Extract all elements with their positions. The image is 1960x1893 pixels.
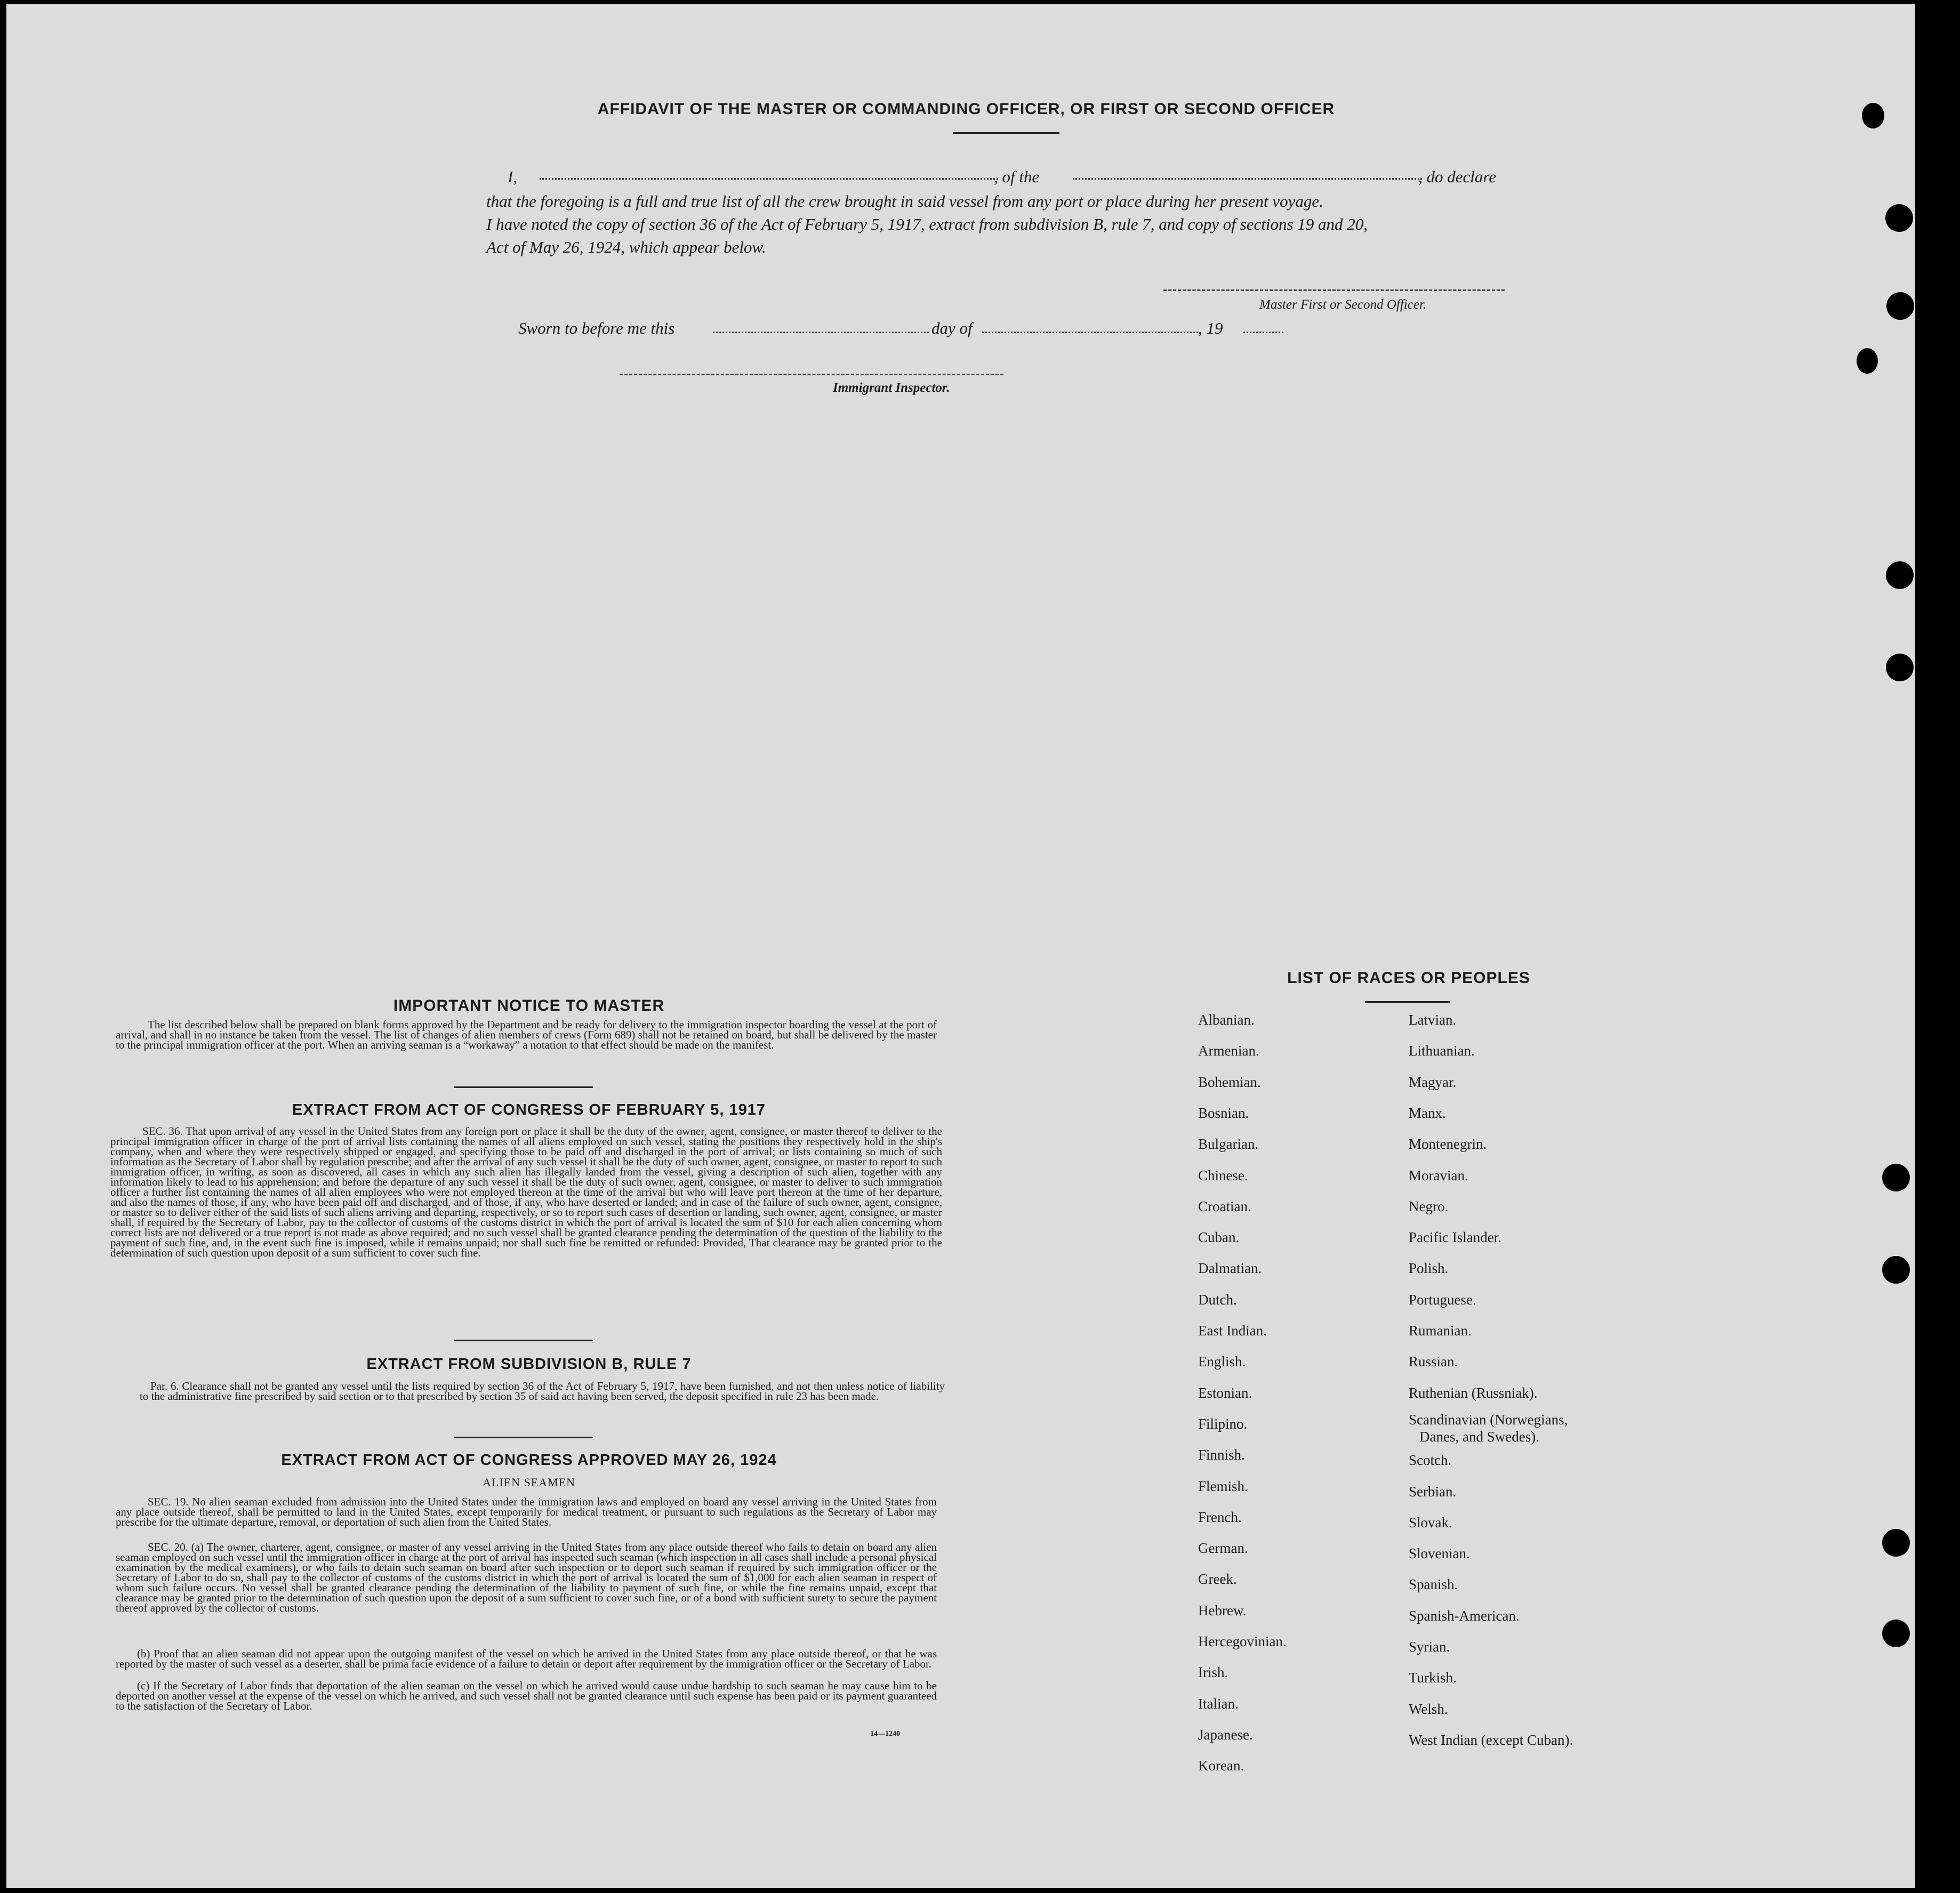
race-item: Bulgarian. — [1198, 1136, 1259, 1153]
binder-hole — [1882, 1529, 1910, 1557]
vessel-name-field[interactable] — [1073, 178, 1422, 180]
race-item: Estonian. — [1198, 1384, 1252, 1401]
day-of-label: day of — [931, 319, 973, 337]
alien-seamen-subtitle: ALIEN SEAMEN — [483, 1476, 575, 1489]
extract-1924-title: EXTRACT FROM ACT OF CONGRESS APPROVED MAY 26, 1924 — [281, 1452, 777, 1469]
race-item: English. — [1198, 1354, 1246, 1370]
notice-title: IMPORTANT NOTICE TO MASTER — [393, 997, 665, 1014]
race-item: Finnish. — [1198, 1447, 1245, 1463]
sec-19-text: SEC. 19. No alien seaman excluded from admission into the United States under the immigration laws and employed on board any vessel arriving in the United States from any place outside thereof, shall be permitted to land in the United States, except temporarily for medical treatment, or pursuant to such regulations as the Secretary of Labor may prescribe for the ultimate departure, removal, or deportation of such alien from the United States. — [116, 1495, 937, 1528]
race-item: Rumanian. — [1409, 1323, 1472, 1339]
binder-hole — [1882, 1620, 1910, 1647]
notice-text: The list described below shall be prepared on blank forms approved by the Department and be ready for delivery to the immigration inspector boarding the vessel at the port of arrival, and shall in no instance be taken from the vessel. The list of changes of alien members of crews (Form 689) shall not be retained on board, but shall be delivered by the master to the principal immigration officer at the port. When an arriving seaman is a “workaway” a notation to that effect should be made on the manifest. — [116, 1018, 937, 1051]
race-item: East Indian. — [1198, 1323, 1267, 1339]
race-item: Korean. — [1198, 1758, 1244, 1774]
race-item: Negro. — [1409, 1198, 1449, 1214]
master-signature-field[interactable] — [1163, 289, 1505, 291]
sec-20c-text: (c) If the Secretary of Labor finds that deportation of the alien seaman on the vessel on which he arrived would cause undue hardship to such seaman he may cause him to be deported on another vessel at the expense of the vessel on which he arrived, and such vessel shall not be granted clearance until such expense has been paid or its payment guaranteed to the satisfaction of the Secretary of Labor. — [116, 1679, 937, 1712]
race-item: Montenegrin. — [1409, 1136, 1487, 1153]
master-signature-label: Master First or Second Officer. — [1259, 297, 1427, 312]
binder-hole — [1886, 654, 1914, 681]
race-item: Turkish. — [1409, 1670, 1457, 1686]
race-item: Italian. — [1198, 1695, 1239, 1712]
affidavit-title: AFFIDAVIT OF THE MASTER OR COMMANDING OFFICER, OR FIRST OR SECOND OFFICER — [597, 100, 1335, 118]
of-the-label: , of the — [994, 167, 1040, 186]
race-item: Hebrew. — [1198, 1602, 1247, 1618]
subdivision-divider — [454, 1437, 593, 1438]
race-item: Spanish-American. — [1409, 1607, 1520, 1624]
race-item: Scotch. — [1409, 1452, 1452, 1469]
race-item: Chinese. — [1198, 1167, 1248, 1183]
race-item: Croatian. — [1198, 1198, 1251, 1214]
sworn-month-field[interactable] — [982, 332, 1198, 333]
sworn-year-field[interactable] — [1243, 332, 1283, 333]
race-item: Danes, and Swedes). — [1419, 1428, 1539, 1445]
race-item: Moravian. — [1409, 1167, 1468, 1183]
sworn-day-field[interactable] — [713, 332, 929, 333]
race-item: Pacific Islander. — [1409, 1229, 1501, 1246]
races-left-column — [1198, 1012, 1379, 1785]
race-item: Syrian. — [1409, 1639, 1450, 1655]
race-item: Scandinavian (Norwegians, — [1409, 1411, 1568, 1428]
race-item: Lithuanian. — [1409, 1043, 1475, 1059]
race-item: Serbian. — [1409, 1483, 1457, 1500]
race-item: West Indian (except Cuban). — [1409, 1731, 1573, 1748]
sec-20a-text: SEC. 20. (a) The owner, charterer, agent, consignee, or master of any vessel arriving in the United States from any place outside thereof who fails to detain on board any alien seaman employed on such vessel until the immigration officer in charge at the port of arrival has inspected such seaman (which inspection in all cases shall include a personal physical examination by the medical examiners), or who fails to detain such seaman on board after such inspection or to deport such seaman if required by such immigration officer or the Secretary of Labor to do so, shall pay to the collector of customs of the customs district in which the port of arrival is located the sum of $1,000 for each alien seaman in respect of whom such failure occurs. No vessel shall be granted clearance pending the determination of the liability to payment of such fine, or while the fine remains unpaid, except that clearance may be granted prior to the determination of such question upon the deposit of a sum sufficient to cover such fine, or of a bond with sufficient surety to secure the payment thereof approved by the collector of customs. — [116, 1541, 937, 1614]
declarant-name-field[interactable] — [540, 178, 998, 180]
extract-1917-divider — [454, 1340, 593, 1341]
subdivision-title: EXTRACT FROM SUBDIVISION B, RULE 7 — [366, 1356, 692, 1373]
race-item: Dalmatian. — [1198, 1260, 1262, 1277]
subdivision-text: Par. 6. Clearance shall not be granted any vessel until the lists required by section 36 of the Act of February 5, 1917, have been furnished, and not then unless notice of liability to the administrative fine prescribed by said section or to that prescribed by section 35 of said act having been served, the deposit specified in rule 23 has been made. — [140, 1380, 945, 1403]
sworn-label: Sworn to before me this — [518, 319, 675, 337]
extract-1917-title: EXTRACT FROM ACT OF CONGRESS OF FEBRUARY 5, 1917 — [292, 1101, 766, 1118]
race-item: German. — [1198, 1540, 1248, 1557]
race-item: Magyar. — [1409, 1074, 1457, 1090]
race-item: Armenian. — [1198, 1043, 1259, 1059]
race-item: Slovenian. — [1409, 1545, 1470, 1562]
races-divider — [1365, 1001, 1450, 1003]
form-number: 14—1240 — [870, 1730, 900, 1738]
binder-hole — [1886, 292, 1914, 320]
title-divider — [953, 132, 1059, 134]
race-item: Ruthenian (Russniak). — [1409, 1384, 1538, 1401]
affidavit-i-label: I, — [508, 167, 518, 186]
race-item: Cuban. — [1198, 1229, 1240, 1246]
declaration-line-2: I have noted the copy of section 36 of the Act of February 5, 1917, extract from subdivision B, rule 7, and copy of sections 19 and 20, — [486, 215, 1368, 233]
race-item: Welsh. — [1409, 1701, 1448, 1717]
race-item: Russian. — [1409, 1354, 1458, 1370]
inspector-signature-field[interactable] — [620, 374, 1003, 375]
race-item: Spanish. — [1409, 1576, 1458, 1593]
race-item: Filipino. — [1198, 1415, 1248, 1432]
binder-hole — [1857, 348, 1878, 374]
race-item: Irish. — [1198, 1664, 1228, 1681]
race-item: Bohemian. — [1198, 1074, 1261, 1090]
race-item: French. — [1198, 1509, 1242, 1525]
race-item: Greek. — [1198, 1571, 1237, 1588]
inspector-label: Immigrant Inspector. — [833, 381, 950, 395]
binder-hole — [1882, 1256, 1910, 1284]
race-item: Latvian. — [1409, 1012, 1457, 1028]
race-item: Bosnian. — [1198, 1105, 1249, 1121]
binder-hole — [1882, 1164, 1910, 1191]
race-item: Flemish. — [1198, 1478, 1248, 1494]
do-declare-label: , do declare — [1418, 167, 1497, 186]
race-item: Manx. — [1409, 1105, 1446, 1121]
race-item: Hercegovinian. — [1198, 1633, 1287, 1649]
race-item: Dutch. — [1198, 1291, 1237, 1308]
extract-1917-text: SEC. 36. That upon arrival of any vessel in the United States from any foreign port or place it shall be the duty of the owner, agent, consignee, or master thereof to deliver to the principal immigration officer in charge of the port of arrival lists containing the names of all aliens employed on such vessel, stating the positions they respectively hold in the ship's company, when and where they were respectively shipped or engaged, and specifying those to be paid off and discharged in the port of arrival; or lists containing so much of such information as the Secretary of Labor shall by regulation prescribe; and after the arrival of any such vessel it shall be the duty of such owner, agent, consignee, or master to report to such immigration officer, in writing, as soon as discovered, all cases in which any such alien has illegally landed from the vessel, giving a description of such alien, together with any information likely to lead to his apprehension; and before the departure of any such vessel it shall be the duty of such owner, agent, consignee, or master to deliver to such immigration officer a further list containing the names of all alien employees who were not employed thereon at the time of the arrival but who will leave port thereon at the time of her departure, and also the names of those, if any, who have been paid off and discharged, and of those, if any, who have deserted or landed; and in case of the failure of such owner, agent, consignee, or master so to deliver either of the said lists of such aliens arriving and departing, respectively, or so to report such cases of desertion or landing, such owner, agent, consignee, or master shall, if required by the Secretary of Labor, pay to the collector of customs of the customs district in which the port of arrival is located the sum of $10 for each alien concerning whom correct lists are not delivered or a true report is not made as above required; and no such vessel shall be granted clearance pending the determination of the question of the liability to the payment of such fine, and, in the event such fine is imposed, while it remains unpaid; nor shall such fine be remitted or refunded: Provided, That clearance may be granted prior to the determination of such question upon deposit of a sum sufficient to cover such fine. — [110, 1125, 942, 1259]
notice-divider — [454, 1086, 593, 1088]
race-item: Polish. — [1409, 1260, 1449, 1277]
race-item: Albanian. — [1198, 1012, 1255, 1028]
form-page — [6, 4, 1915, 1888]
year-label: , 19 — [1198, 319, 1223, 337]
race-item: Portuguese. — [1409, 1291, 1476, 1308]
races-title: LIST OF RACES OR PEOPLES — [1287, 969, 1530, 987]
sec-20b-text: (b) Proof that an alien seaman did not appear upon the outgoing manifest of the vessel on which he arrived in the United States from any place outside thereof, or that he was reported by the master of such vessel as a deserter, shall be prima facie evidence of a failure to detain or deport after requirement by the immigration officer or the Secretary of Labor. — [116, 1647, 937, 1670]
binder-hole — [1885, 204, 1913, 232]
binder-hole — [1862, 103, 1884, 128]
races-right-column — [1409, 1012, 1707, 1785]
declaration-line-3: Act of May 26, 1924, which appear below. — [486, 238, 766, 256]
race-item: Japanese. — [1198, 1726, 1253, 1743]
binder-hole — [1886, 561, 1914, 589]
declaration-line-1: that the foregoing is a full and true list of all the crew brought in said vessel from any port or place during her present voyage. — [486, 192, 1323, 211]
race-item: Slovak. — [1409, 1514, 1452, 1530]
